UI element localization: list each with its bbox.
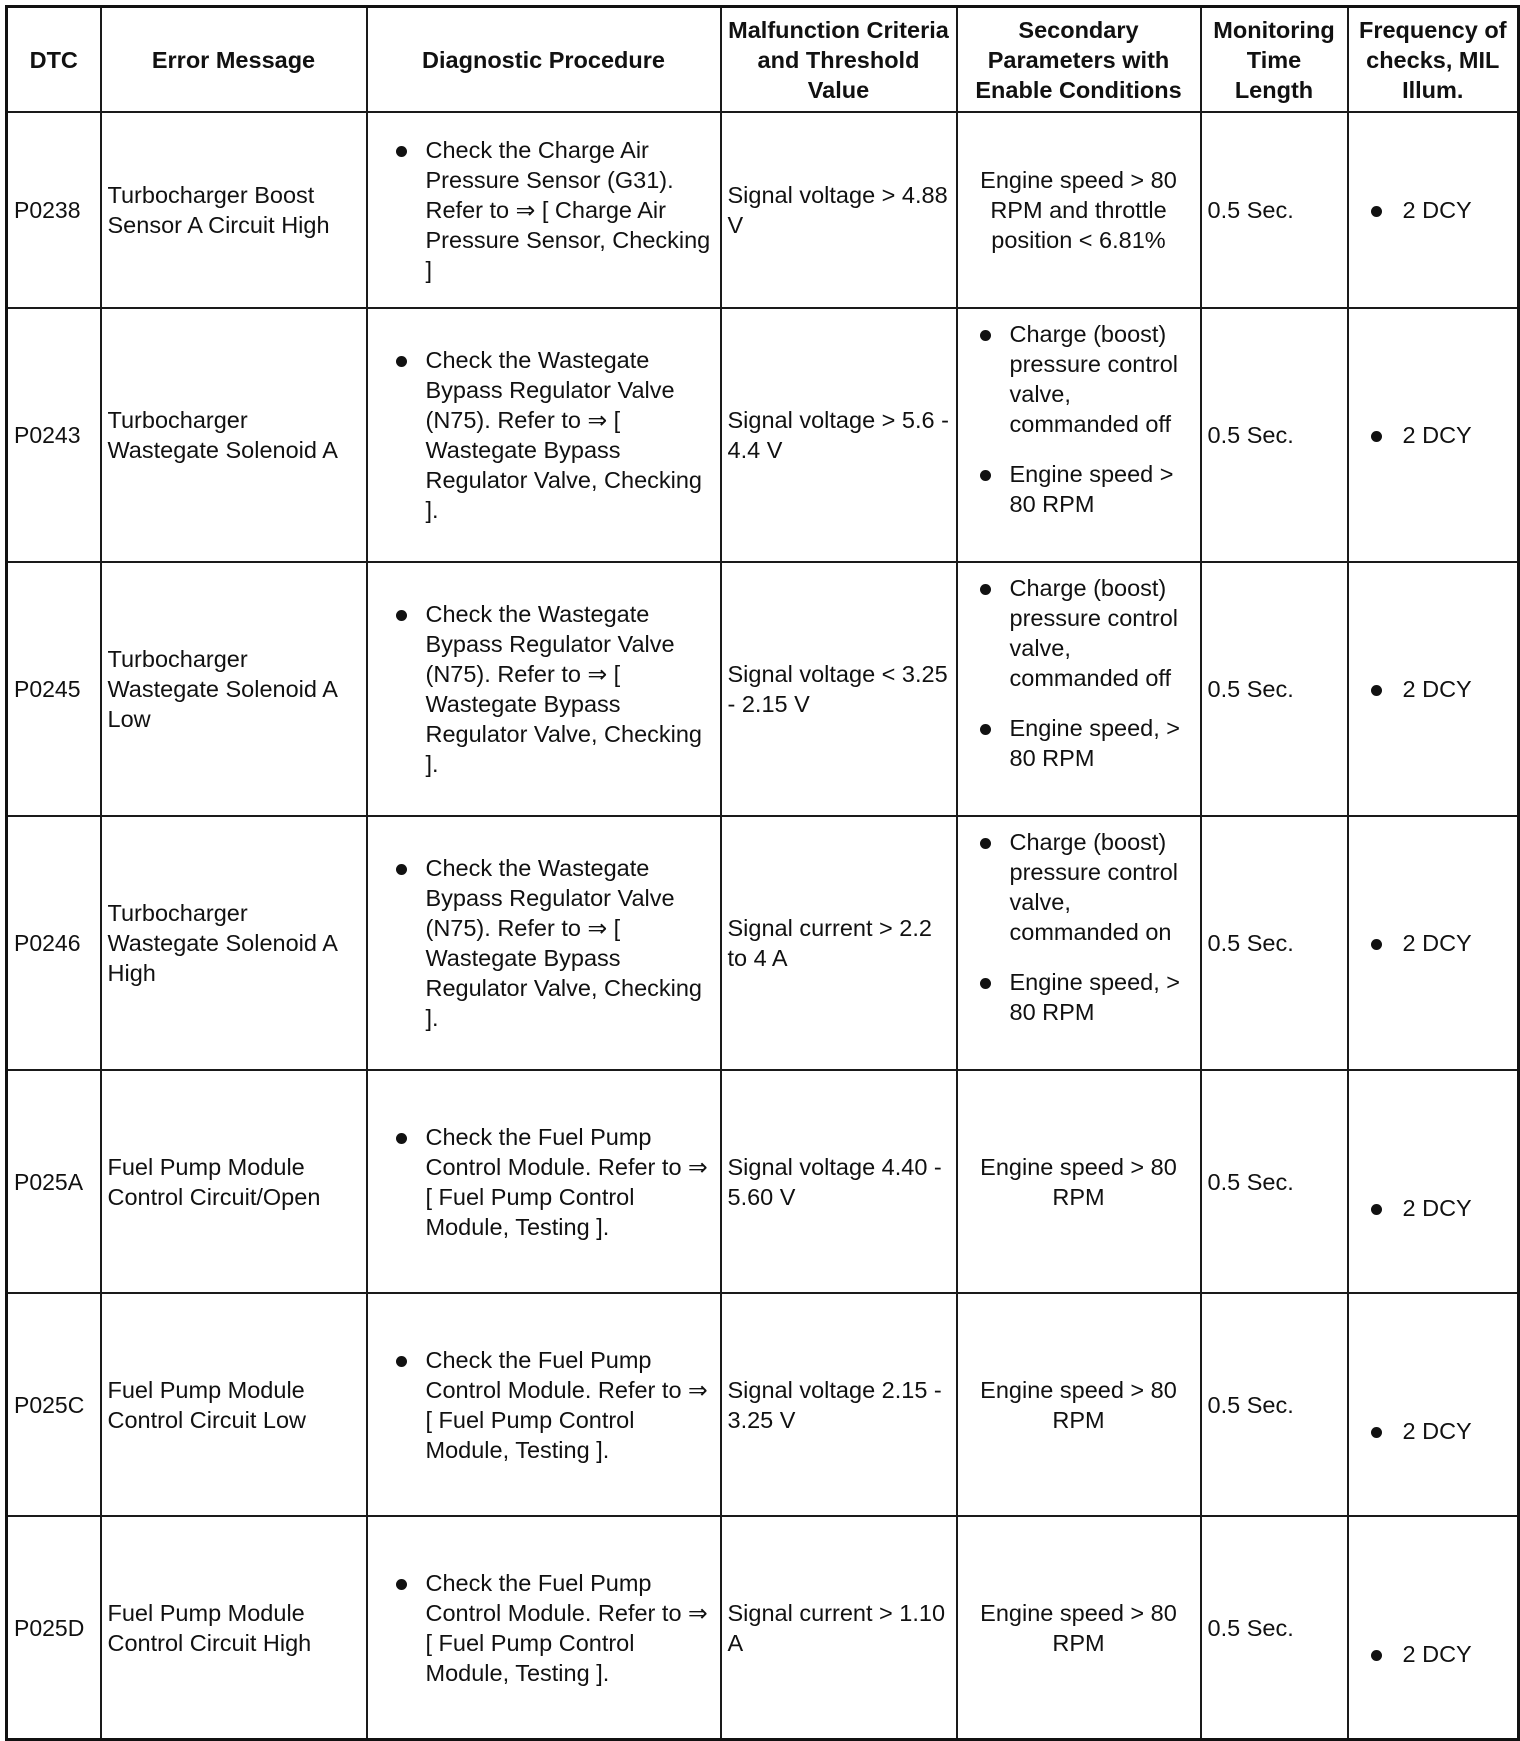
frequency <box>1348 1516 1519 1740</box>
frequency <box>1348 562 1519 816</box>
header-dtc: DTC <box>7 7 101 113</box>
frequency <box>1348 112 1519 308</box>
error-message: Turbocharger Wastegate Solenoid A Low <box>101 562 367 816</box>
dtc-code: P025D <box>7 1516 101 1740</box>
header-diagnostic-procedure: Diagnostic Procedure <box>367 7 721 113</box>
secondary-item: Charge (boost) pressure control valve, commanded off <box>964 573 1194 693</box>
frequency <box>1348 816 1519 1070</box>
secondary-parameters: Engine speed > 80 RPM <box>957 1293 1201 1516</box>
frequency <box>1348 308 1519 562</box>
secondary-parameters <box>957 308 1201 562</box>
procedure-item: Check the Wastegate Bypass Regulator Valve (N75). Refer to ⇒ [ Wastegate Bypass Regulator Valve, Checking ]. <box>374 345 714 525</box>
error-message: Turbocharger Wastegate Solenoid A <box>101 308 367 562</box>
procedure-item: Check the Fuel Pump Control Module. Refer to ⇒ [ Fuel Pump Control Module, Testing ]. <box>374 1568 714 1688</box>
secondary-item: Charge (boost) pressure control valve, commanded on <box>964 827 1194 947</box>
table-row <box>7 1293 1519 1516</box>
monitoring-time: 0.5 Sec. <box>1201 112 1348 308</box>
procedure-item: Check the Fuel Pump Control Module. Refer to ⇒ [ Fuel Pump Control Module, Testing ]. <box>374 1345 714 1465</box>
frequency-item: 2 DCY <box>1355 1639 1512 1669</box>
frequency <box>1348 1293 1519 1516</box>
frequency-item: 2 DCY <box>1355 195 1512 225</box>
header-monitoring-time: Monitoring Time Length <box>1201 7 1348 113</box>
malfunction-criteria: Signal current > 2.2 to 4 A <box>721 816 957 1070</box>
diagnostic-procedure <box>367 1293 721 1516</box>
secondary-parameters: Engine speed > 80 RPM <box>957 1070 1201 1293</box>
dtc-code: P0243 <box>7 308 101 562</box>
frequency-item: 2 DCY <box>1355 928 1512 958</box>
malfunction-criteria: Signal voltage 2.15 - 3.25 V <box>721 1293 957 1516</box>
procedure-item: Check the Fuel Pump Control Module. Refer to ⇒ [ Fuel Pump Control Module, Testing ]. <box>374 1122 714 1242</box>
diagnostic-procedure <box>367 1070 721 1293</box>
error-message: Fuel Pump Module Control Circuit High <box>101 1516 367 1740</box>
diagnostic-procedure <box>367 308 721 562</box>
secondary-item: Engine speed, > 80 RPM <box>964 713 1194 773</box>
dtc-code: P025C <box>7 1293 101 1516</box>
monitoring-time: 0.5 Sec. <box>1201 1516 1348 1740</box>
dtc-code: P0238 <box>7 112 101 308</box>
frequency-item: 2 DCY <box>1355 420 1512 450</box>
monitoring-time: 0.5 Sec. <box>1201 308 1348 562</box>
monitoring-time: 0.5 Sec. <box>1201 1293 1348 1516</box>
table-row <box>7 1516 1519 1740</box>
secondary-parameters: Engine speed > 80 RPM and throttle position < 6.81% <box>957 112 1201 308</box>
secondary-parameters <box>957 816 1201 1070</box>
malfunction-criteria: Signal voltage < 3.25 - 2.15 V <box>721 562 957 816</box>
monitoring-time: 0.5 Sec. <box>1201 562 1348 816</box>
dtc-table <box>5 5 1520 1741</box>
dtc-code: P025A <box>7 1070 101 1293</box>
secondary-item: Engine speed > 80 RPM <box>964 459 1194 519</box>
table-row <box>7 562 1519 816</box>
diagnostic-procedure <box>367 112 721 308</box>
secondary-item: Charge (boost) pressure control valve, commanded off <box>964 319 1194 439</box>
dtc-code: P0246 <box>7 816 101 1070</box>
table-row <box>7 1070 1519 1293</box>
header-frequency: Frequency of checks, MIL Illum. <box>1348 7 1519 113</box>
frequency-item: 2 DCY <box>1355 674 1512 704</box>
malfunction-criteria: Signal voltage > 4.88 V <box>721 112 957 308</box>
malfunction-criteria: Signal voltage 4.40 - 5.60 V <box>721 1070 957 1293</box>
malfunction-criteria: Signal voltage > 5.6 - 4.4 V <box>721 308 957 562</box>
diagnostic-procedure <box>367 562 721 816</box>
error-message: Fuel Pump Module Control Circuit/Open <box>101 1070 367 1293</box>
secondary-parameters <box>957 562 1201 816</box>
dtc-code: P0245 <box>7 562 101 816</box>
frequency-item: 2 DCY <box>1355 1416 1512 1446</box>
header-error-message: Error Message <box>101 7 367 113</box>
monitoring-time: 0.5 Sec. <box>1201 816 1348 1070</box>
table-row <box>7 816 1519 1070</box>
frequency <box>1348 1070 1519 1293</box>
secondary-parameters: Engine speed > 80 RPM <box>957 1516 1201 1740</box>
error-message: Fuel Pump Module Control Circuit Low <box>101 1293 367 1516</box>
header-malfunction-criteria: Malfunction Criteria and Threshold Value <box>721 7 957 113</box>
table-row <box>7 112 1519 308</box>
secondary-item: Engine speed, > 80 RPM <box>964 967 1194 1027</box>
header-secondary-parameters: Secondary Parameters with Enable Conditions <box>957 7 1201 113</box>
table-row <box>7 308 1519 562</box>
procedure-item: Check the Wastegate Bypass Regulator Valve (N75). Refer to ⇒ [ Wastegate Bypass Regulator Valve, Checking ]. <box>374 853 714 1033</box>
monitoring-time: 0.5 Sec. <box>1201 1070 1348 1293</box>
malfunction-criteria: Signal current > 1.10 A <box>721 1516 957 1740</box>
error-message: Turbocharger Boost Sensor A Circuit High <box>101 112 367 308</box>
procedure-item: Check the Wastegate Bypass Regulator Valve (N75). Refer to ⇒ [ Wastegate Bypass Regulator Valve, Checking ]. <box>374 599 714 779</box>
diagnostic-procedure <box>367 816 721 1070</box>
frequency-item: 2 DCY <box>1355 1193 1512 1223</box>
error-message: Turbocharger Wastegate Solenoid A High <box>101 816 367 1070</box>
diagnostic-procedure <box>367 1516 721 1740</box>
header-row <box>7 7 1519 113</box>
procedure-item: Check the Charge Air Pressure Sensor (G31). Refer to ⇒ [ Charge Air Pressure Sensor, Checking ] <box>374 135 714 285</box>
